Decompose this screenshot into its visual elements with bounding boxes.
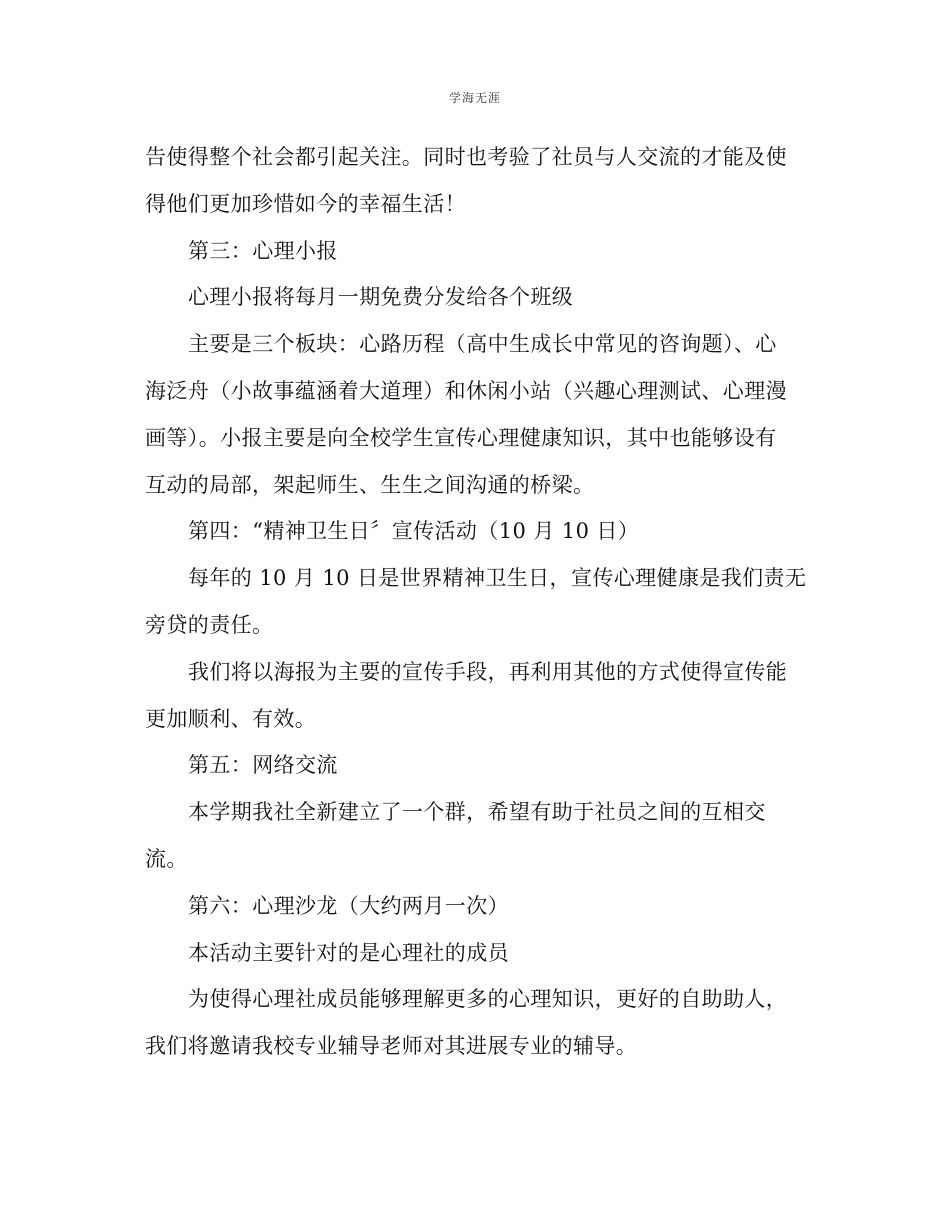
- paragraph-poster-campaign: [145, 649, 800, 743]
- text-line: 互动的局部，架起师生、生生之间沟通的桥梁。: [145, 472, 595, 497]
- text-line: 本活动主要针对的是心理社的成员: [188, 940, 509, 965]
- paragraph-continuation: [145, 134, 800, 228]
- text-line: 旁贷的责任。: [145, 612, 274, 637]
- paragraph-salon-guidance: [145, 976, 800, 1070]
- text-line: 第三：心理小报: [188, 238, 338, 263]
- text-line: 为使得心理社成员能够理解更多的心理知识，更好的自助助人，: [188, 987, 788, 1012]
- paragraph-newsletter-intro: [145, 274, 800, 321]
- paragraph-salon-audience: [145, 930, 800, 977]
- section-heading-4: [145, 508, 800, 555]
- text-line: 第四：“精神卫生日〞宣传活动（10 月 10 日）: [188, 519, 640, 544]
- text-line: 更加顺利、有效。: [145, 706, 317, 731]
- section-heading-6: [145, 883, 800, 930]
- text-line: 画等）。小报主要是向全校学生宣传心理健康知识，其中也能够设有: [145, 425, 777, 450]
- text-line: 流。: [145, 846, 188, 871]
- text-line: 主要是三个板块：心路历程（高中生成长中常见的咨询题）、心: [188, 332, 777, 357]
- page-header: 学海无涯: [448, 91, 501, 105]
- document-body: [145, 134, 807, 1070]
- text-line: 本学期我社全新建立了一个群，希望有助于社员之间的互相交: [188, 800, 766, 825]
- text-line: 告使得整个社会都引起关注。同时也考验了社员与人交流的才能及使: [145, 145, 787, 169]
- paragraph-newsletter-sections: [145, 321, 800, 508]
- text-line: 海泛舟（小故事蕴涵着大道理）和休闲小站（兴趣心理测试、心理漫: [145, 378, 787, 403]
- text-line: 我们将邀请我校专业辅导老师对其进展专业的辅导。: [145, 1034, 638, 1059]
- text-line: 心理小报将每月一期免费分发给各个班级: [188, 285, 574, 310]
- section-heading-5: [145, 742, 800, 789]
- text-line: 第五：网络交流: [188, 753, 338, 778]
- paragraph-online-group: [145, 789, 800, 883]
- paragraph-mental-health-day: [145, 555, 807, 649]
- text-line: 得他们更加珍惜如今的幸福生活！: [145, 191, 466, 216]
- text-line: 第六：心理沙龙（大约两月一次）: [188, 893, 509, 918]
- section-heading-3: [145, 228, 800, 275]
- text-line: 我们将以海报为主要的宣传手段，再利用其他的方式使得宣传能: [188, 659, 788, 684]
- text-line: 每年的 10 月 10 日是世界精神卫生日，宣传心理健康是我们责无: [188, 566, 807, 591]
